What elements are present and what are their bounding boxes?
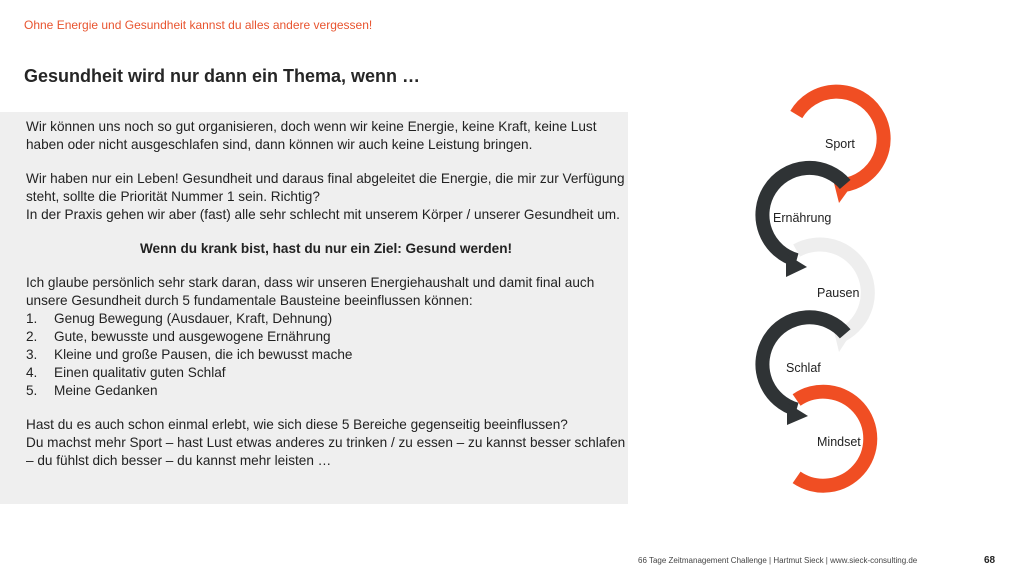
list-item [26,364,626,382]
list-item [26,346,626,364]
list-item [26,310,626,328]
health-cycle-diagram [730,80,930,510]
paragraph-intro: Wir können uns noch so gut organisieren, doch wenn wir keine Energie, keine Kraft, keine Lust haben oder nicht ausgeschlafen sind, dann können wir auch keine Leistung bringen. [26,119,597,152]
list-number: 3. [26,347,38,362]
footer-text: 66 Tage Zeitmanagement Challenge | Hartmut Sieck | www.sieck-consulting.de [638,556,918,565]
top-tagline: Ohne Energie und Gesundheit kannst du alles andere vergessen! [24,18,373,32]
emphasis-statement: Wenn du krank bist, hast du nur ein Ziel: Gesund werden! [139,241,513,256]
label-mindset: Mindset [817,435,861,449]
list-text: Gute, bewusste und ausgewogene Ernährung [54,329,331,344]
paragraph-building-blocks: Ich glaube persönlich sehr stark daran, dass wir unseren Energiehaushalt und damit final auch unsere Gesundheit durch 5 fundamentale Bausteine beeinflussen können: [26,275,595,308]
label-schlaf: Schlaf [786,361,821,375]
slide-title: Gesundheit wird nur dann ein Thema, wenn … [24,66,421,86]
content-text [26,118,626,470]
paragraph-practice: In der Praxis gehen wir aber (fast) alle sehr schlecht mit unserem Körper / unserer Gesundheit um. [26,207,620,222]
list-number: 4. [26,365,38,380]
list-number: 1. [26,311,38,326]
list-number: 5. [26,383,38,398]
list-item [26,328,626,346]
paragraph-one-life: Wir haben nur ein Leben! Gesundheit und daraus final abgeleitet die Energie, die mir zur Verfügung steht, sollte die Priorität Nummer 1 sein. Richtig? [26,171,625,204]
list-text: Meine Gedanken [54,383,158,398]
content-box [0,112,628,504]
list-text: Kleine und große Pausen, die ich bewusst mache [54,347,353,362]
list-item [26,382,626,400]
building-blocks-list [26,310,626,400]
list-text: Einen qualitativ guten Schlaf [54,365,226,380]
label-pausen: Pausen [817,286,860,300]
list-number: 2. [26,329,38,344]
list-text: Genug Bewegung (Ausdauer, Kraft, Dehnung) [54,311,333,326]
paragraph-chain: Du machst mehr Sport – hast Lust etwas anderes zu trinken / zu essen – zu kannst besser schlafen – du fühlst dich besser – du kannst mehr leisten … [26,435,626,468]
label-sport: Sport [825,137,855,151]
label-ernaehrung: Ernährung [773,211,832,225]
page-number: 68 [984,555,996,566]
paragraph-question: Hast du es auch schon einmal erlebt, wie sich diese 5 Bereiche gegenseitig beeinflussen? [26,417,568,432]
